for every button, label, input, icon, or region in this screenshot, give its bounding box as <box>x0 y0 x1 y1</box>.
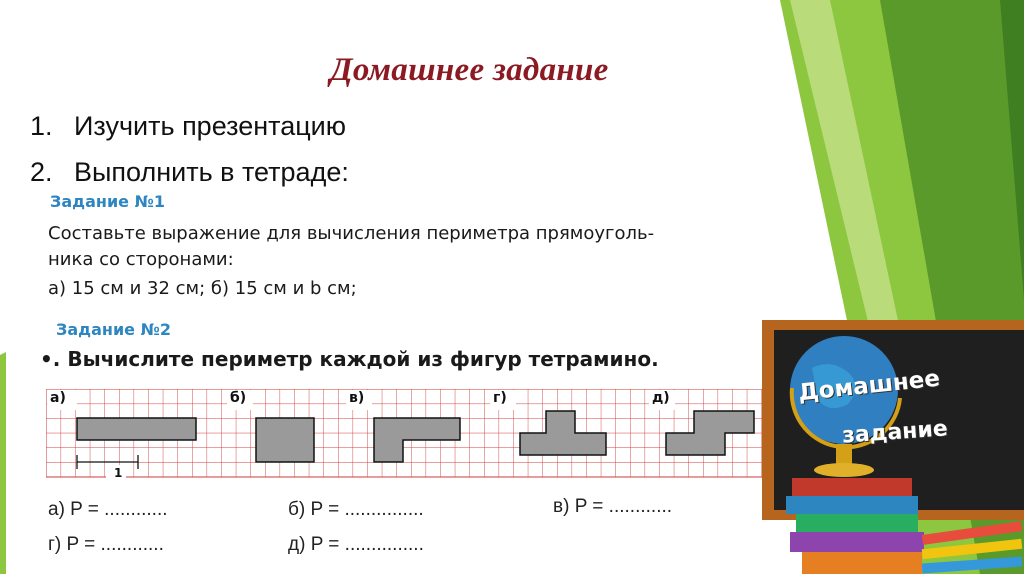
slide-title: Домашнее задание <box>330 52 609 88</box>
tetromino-grid <box>46 389 786 484</box>
figure-a-shape <box>77 418 196 440</box>
task2-label: Задание №2 <box>56 320 171 339</box>
tetromino-grid-drawing <box>46 389 786 479</box>
left-accent-strip <box>0 352 6 574</box>
task1-line-2: ника со сторонами: <box>48 249 234 270</box>
item-text: Изучить презентацию <box>74 111 347 141</box>
item-number: 1. <box>30 111 53 141</box>
scale-label: 1 <box>114 466 123 479</box>
item-text: Выполнить в тетраде: <box>74 157 349 187</box>
task1-line-3: а) 15 см и 32 см; б) 15 см и b см; <box>48 278 357 299</box>
figure-label-g: г) <box>493 390 507 406</box>
book-icon <box>792 478 912 496</box>
task2-heading: •. Вычислите периметр каждой из фигур тетрамино. <box>40 347 659 371</box>
answer-b: б) P = ............... <box>288 499 424 520</box>
homework-item-1 <box>30 111 346 142</box>
clipart-text-line2: задание <box>841 416 949 449</box>
item-number: 2. <box>30 157 53 187</box>
figure-label-d: д) <box>652 390 670 406</box>
task1-line-1: Составьте выражение для вычисления периметра прямоуголь- <box>48 223 655 244</box>
homework-item-2 <box>30 157 349 188</box>
answer-d: д) P = ............... <box>288 534 424 555</box>
answer-a: а) P = ............ <box>48 499 168 520</box>
figure-label-b: б) <box>230 390 247 406</box>
figure-b-shape <box>256 418 314 462</box>
clipart-text-line1: Домашнее <box>797 365 942 407</box>
homework-clipart <box>752 318 1024 574</box>
answer-v: в) P = ............ <box>553 496 673 517</box>
answer-g: г) P = ............ <box>48 534 164 555</box>
figure-label-a: а) <box>50 390 66 406</box>
task1-label: Задание №1 <box>50 192 165 211</box>
figure-label-v: в) <box>349 390 365 406</box>
